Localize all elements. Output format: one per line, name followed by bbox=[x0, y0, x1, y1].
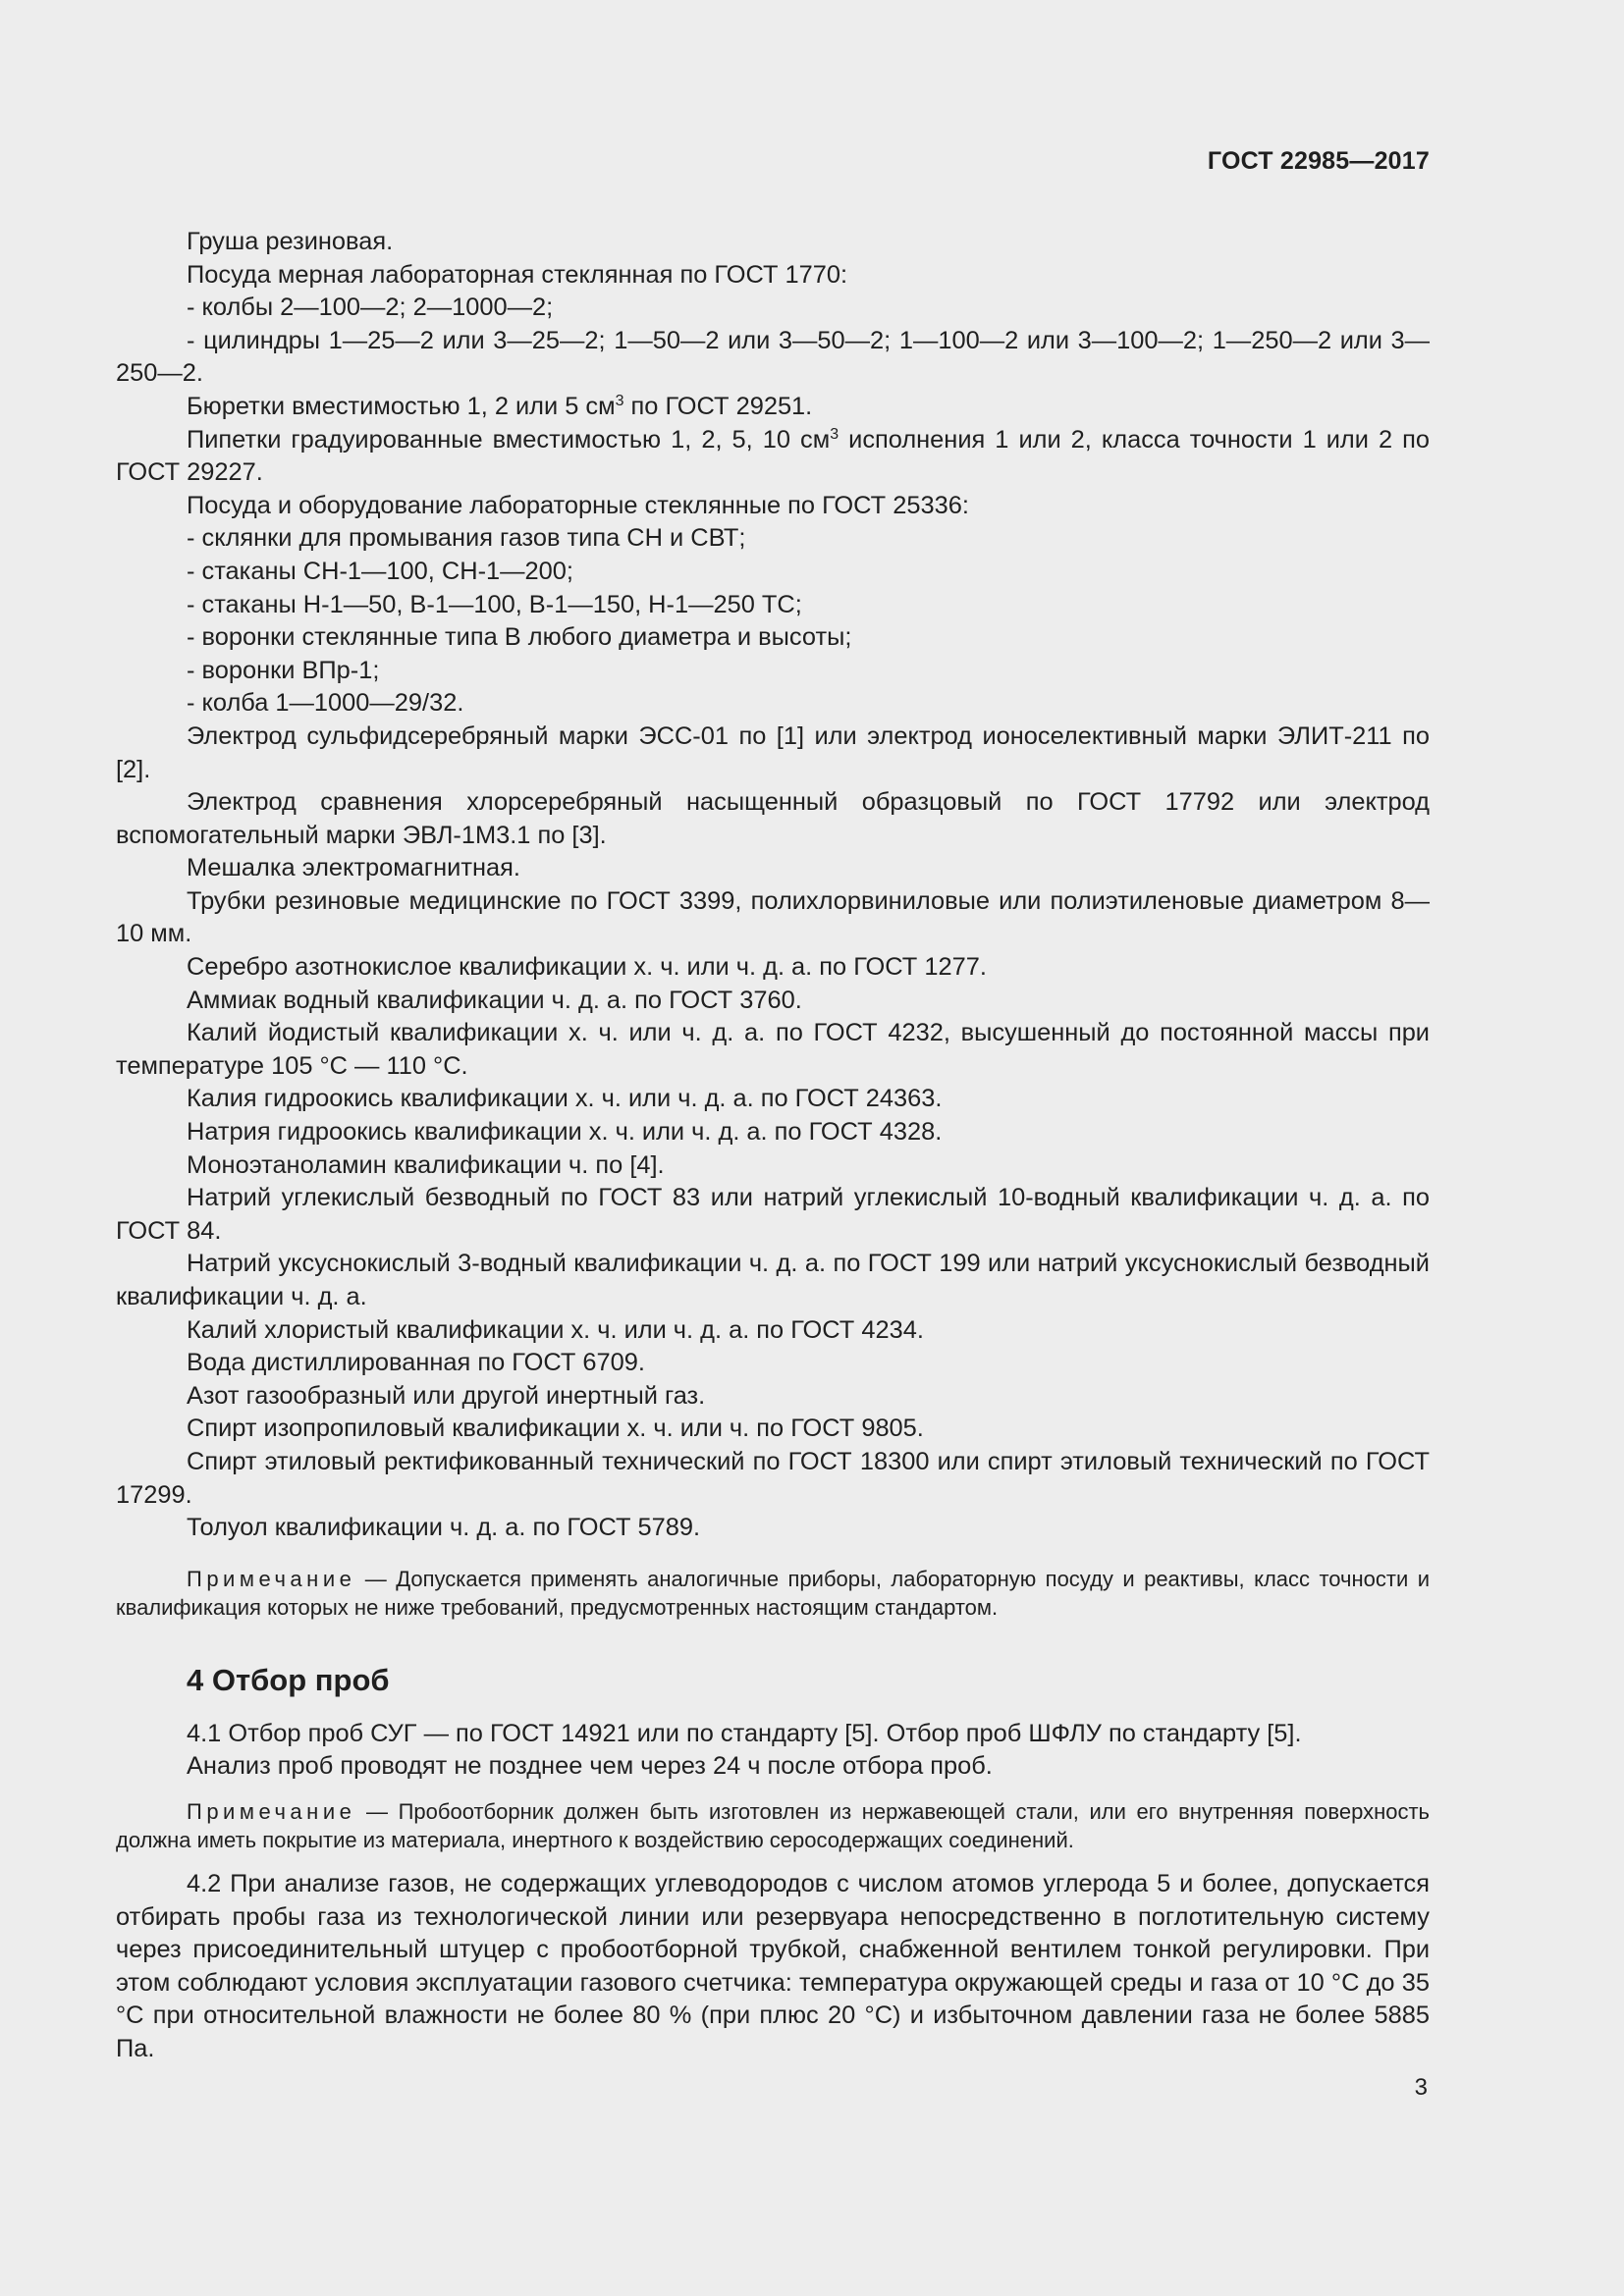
list-item: Спирт изопропиловый квалификации х. ч. или ч. по ГОСТ 9805. bbox=[187, 1415, 924, 1443]
note-text: — Пробоотборник должен быть изготовлен из нержавеющей стали, или его внутренняя поверхность должна иметь покрытие из материала, инертного к воздействию серосодержащих соединений. bbox=[116, 1798, 1430, 1852]
list-item: Электрод сульфидсеребряный марки ЭСС-01 по [1] или электрод ионоселективный марки ЭЛИТ-211 по [2]. bbox=[116, 721, 1430, 783]
list-item: - склянки для промывания газов типа СН и СВТ; bbox=[187, 524, 746, 553]
burettes-item: Бюретки вместимостью 1, 2 или 5 $см^3$ по ГОСТ 29251. bbox=[187, 392, 813, 420]
list-item: Мешалка электромагнитная. bbox=[187, 854, 520, 882]
list-item: Аммиак водный квалификации ч. д. а. по ГОСТ 3760. bbox=[187, 986, 802, 1014]
document-header: ГОСТ 22985—2017 bbox=[1207, 147, 1430, 175]
list-item: Калий йодистый квалификации х. ч. или ч. д. а. по ГОСТ 4232, высушенный до постоянной массы при температуре 105 °С — 110 °С. bbox=[116, 1019, 1430, 1080]
list-item: Азот газообразный или другой инертный газ. bbox=[187, 1381, 706, 1410]
list-item: Калия гидроокись квалификации х. ч. или ч. д. а. по ГОСТ 24363. bbox=[187, 1085, 943, 1113]
list-item: Посуда и оборудование лабораторные стеклянные по ГОСТ 25336: bbox=[187, 491, 969, 519]
paragraph: 4.1 Отбор проб СУГ — по ГОСТ 14921 или по стандарту [5]. Отбор проб ШФЛУ по стандарту [5]. bbox=[187, 1719, 1302, 1747]
list-item: Трубки резиновые медицинские по ГОСТ 3399, полихлорвиниловые или полиэтиленовые диаметром 8—10 мм. bbox=[116, 886, 1430, 948]
list-item: Серебро азотнокислое квалификации х. ч. или ч. д. а. по ГОСТ 1277. bbox=[187, 953, 987, 982]
page-number: 3 bbox=[1414, 2074, 1428, 2101]
list-item: - стаканы Н-1—50, В-1—100, В-1—150, Н-1—250 ТС; bbox=[187, 590, 802, 618]
list-item: - стаканы СН-1—100, СН-1—200; bbox=[187, 557, 573, 585]
note-label: Примечание bbox=[187, 1566, 356, 1591]
materials-list bbox=[116, 490, 1430, 1545]
list-item: - колбы 2—100—2; 2—1000—2; bbox=[187, 294, 554, 322]
list-item: Натрия гидроокись квалификации х. ч. или ч. д. а. по ГОСТ 4328. bbox=[187, 1118, 943, 1147]
list-item: Натрий углекислый безводный по ГОСТ 83 или натрий углекислый 10-водный квалификации ч. д. а. по ГОСТ 84. bbox=[116, 1184, 1430, 1245]
list-item: - воронки стеклянные типа В любого диаметра и высоты; bbox=[187, 623, 852, 652]
list-item: Посуда мерная лабораторная стеклянная по ГОСТ 1770: bbox=[187, 260, 848, 289]
list-item: Калий хлористый квалификации х. ч. или ч. д. а. по ГОСТ 4234. bbox=[187, 1315, 924, 1344]
pipettes-item: Пипетки градуированные вместимостью 1, 2, 5, 10 $см^3$ исполнения 1 или 2, класса точности 1 или 2 по ГОСТ 29227. bbox=[116, 425, 1430, 487]
list-item: Груша резиновая. bbox=[187, 228, 394, 255]
list-item: Моноэтаноламин квалификации ч. по [4]. bbox=[187, 1150, 665, 1179]
paragraph: 4.2 При анализе газов, не содержащих углеводородов с числом атомов углерода 5 и более, допускается отбирать пробы газа из технологической линии или резервуара непосредственно в поглотительную систему через присоединительный штуцер с пробоотборной трубкой, снабженной вентилем тонкой регулировки. При этом соблюдают условия эксплуатации газового счетчика: температура окружающей среды и газа от 10 °С до 35 °С при относительной влажности не более 80 % (при плюс 20 °С) и избыточном давлении газа не более 5885 Па. bbox=[116, 1869, 1430, 2062]
paragraph: Анализ проб проводят не позднее чем через 24 ч после отбора проб. bbox=[187, 1752, 993, 1781]
note-text: — Допускается применять аналогичные приборы, лабораторную посуду и реактивы, класс точности и квалификация которых не ниже требований, предусмотренных настоящим стандартом. bbox=[116, 1566, 1430, 1620]
list-item: Электрод сравнения хлорсеребряный насыщенный образцовый по ГОСТ 17792 или электрод вспомогательный марки ЭВЛ-1М3.1 по [3]. bbox=[116, 788, 1430, 849]
list-item: - воронки ВПр-1; bbox=[187, 656, 380, 684]
list-item: Спирт этиловый ректификованный технический по ГОСТ 18300 или спирт этиловый технический по ГОСТ 17299. bbox=[116, 1447, 1430, 1509]
list-item: Вода дистиллированная по ГОСТ 6709. bbox=[187, 1349, 645, 1377]
list-item: Толуол квалификации ч. д. а. по ГОСТ 5789. bbox=[187, 1514, 701, 1542]
list-item: - колба 1—1000—29/32. bbox=[187, 689, 464, 718]
list-item: - цилиндры 1—25—2 или 3—25—2; 1—50—2 или 3—50—2; 1—100—2 или 3—100—2; 1—250—2 или 3—250—2. bbox=[116, 326, 1430, 388]
document-body bbox=[116, 226, 1430, 2066]
note-label: Примечание bbox=[187, 1798, 356, 1824]
list-item: Натрий уксуснокислый 3-водный квалификации ч. д. а. по ГОСТ 199 или натрий уксуснокислый безводный квалификации ч. д. а. bbox=[116, 1250, 1430, 1310]
section-heading: 4 Отбор проб bbox=[187, 1662, 390, 1697]
note bbox=[116, 1565, 1430, 1622]
note bbox=[116, 1797, 1430, 1854]
